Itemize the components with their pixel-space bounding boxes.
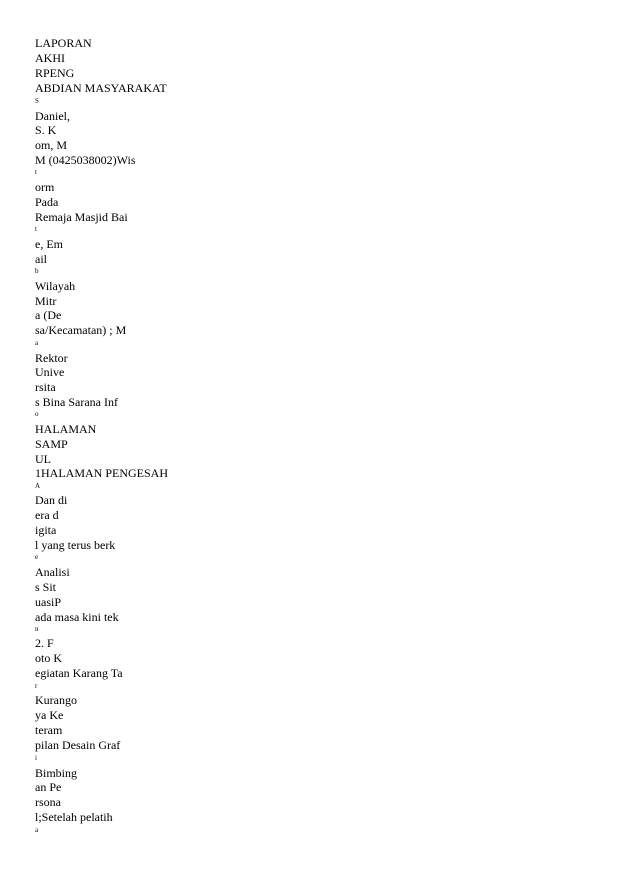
text-line: an Pe (35, 780, 62, 794)
text-line: Daniel, (35, 109, 70, 123)
text-line-small: n (35, 625, 39, 633)
text-line: om, M (35, 138, 68, 152)
text-line: Mitr (35, 294, 57, 308)
text-line-small: e (35, 553, 39, 561)
text-line: M (0425038002)Wis (35, 153, 136, 167)
text-line: ada masa kini tek (35, 610, 119, 624)
text-line: oto K (35, 651, 62, 665)
text-line: Dan di (35, 493, 68, 507)
text-line: e, Em (35, 237, 63, 251)
text-line: egiatan Karang Ta (35, 666, 123, 680)
text-line-small: t (35, 225, 37, 233)
text-line-small: r (35, 682, 38, 690)
text-line: l yang terus berk (35, 538, 116, 552)
text-line: Kurango (35, 693, 77, 707)
text-line: HALAMAN (35, 422, 97, 436)
text-line-small: i (35, 754, 37, 762)
text-line: ABDIAN MASYARAKAT (35, 81, 167, 95)
text-line: Pada (35, 195, 59, 209)
text-line: ail (35, 252, 47, 266)
text-line: s Bina Sarana Inf (35, 395, 118, 409)
text-line-small: S (35, 97, 39, 105)
text-line: s Sit (35, 580, 57, 594)
text-line: S. K (35, 123, 57, 137)
text-line-small: t (35, 168, 37, 176)
text-line: LAPORAN (35, 36, 92, 50)
text-line: ya Ke (35, 708, 64, 722)
text-line: 2. F (35, 636, 54, 650)
text-line: uasiP (35, 595, 62, 609)
text-line: AKHI (35, 51, 65, 65)
text-line-small: o (35, 410, 39, 418)
text-line: l;Setelah pelatih (35, 810, 113, 824)
text-line-small: A (35, 482, 41, 490)
text-line-small: a (35, 339, 39, 347)
text-line: rsona (35, 795, 61, 809)
text-line: SAMP (35, 437, 68, 451)
text-line: rsita (35, 380, 56, 394)
text-line: pilan Desain Graf (35, 738, 121, 752)
text-line: sa/Kecamatan) ; M (35, 323, 127, 337)
text-line: a (De (35, 308, 62, 322)
text-line: 1HALAMAN PENGESAH (35, 466, 169, 480)
text-line: Rektor (35, 351, 68, 365)
text-line: Wilayah (35, 279, 76, 293)
text-line-small: a (35, 826, 39, 834)
text-line: Analisi (35, 565, 70, 579)
text-line-small: b (35, 267, 39, 275)
text-line: igita (35, 523, 57, 537)
text-line: era d (35, 508, 59, 522)
text-line: UL (35, 452, 51, 466)
text-line: Bimbing (35, 766, 78, 780)
text-line: Unive (35, 365, 65, 379)
text-line: teram (35, 723, 63, 737)
text-line: RPENG (35, 66, 75, 80)
text-line: orm (35, 180, 55, 194)
text-line: Remaja Masjid Bai (35, 210, 128, 224)
